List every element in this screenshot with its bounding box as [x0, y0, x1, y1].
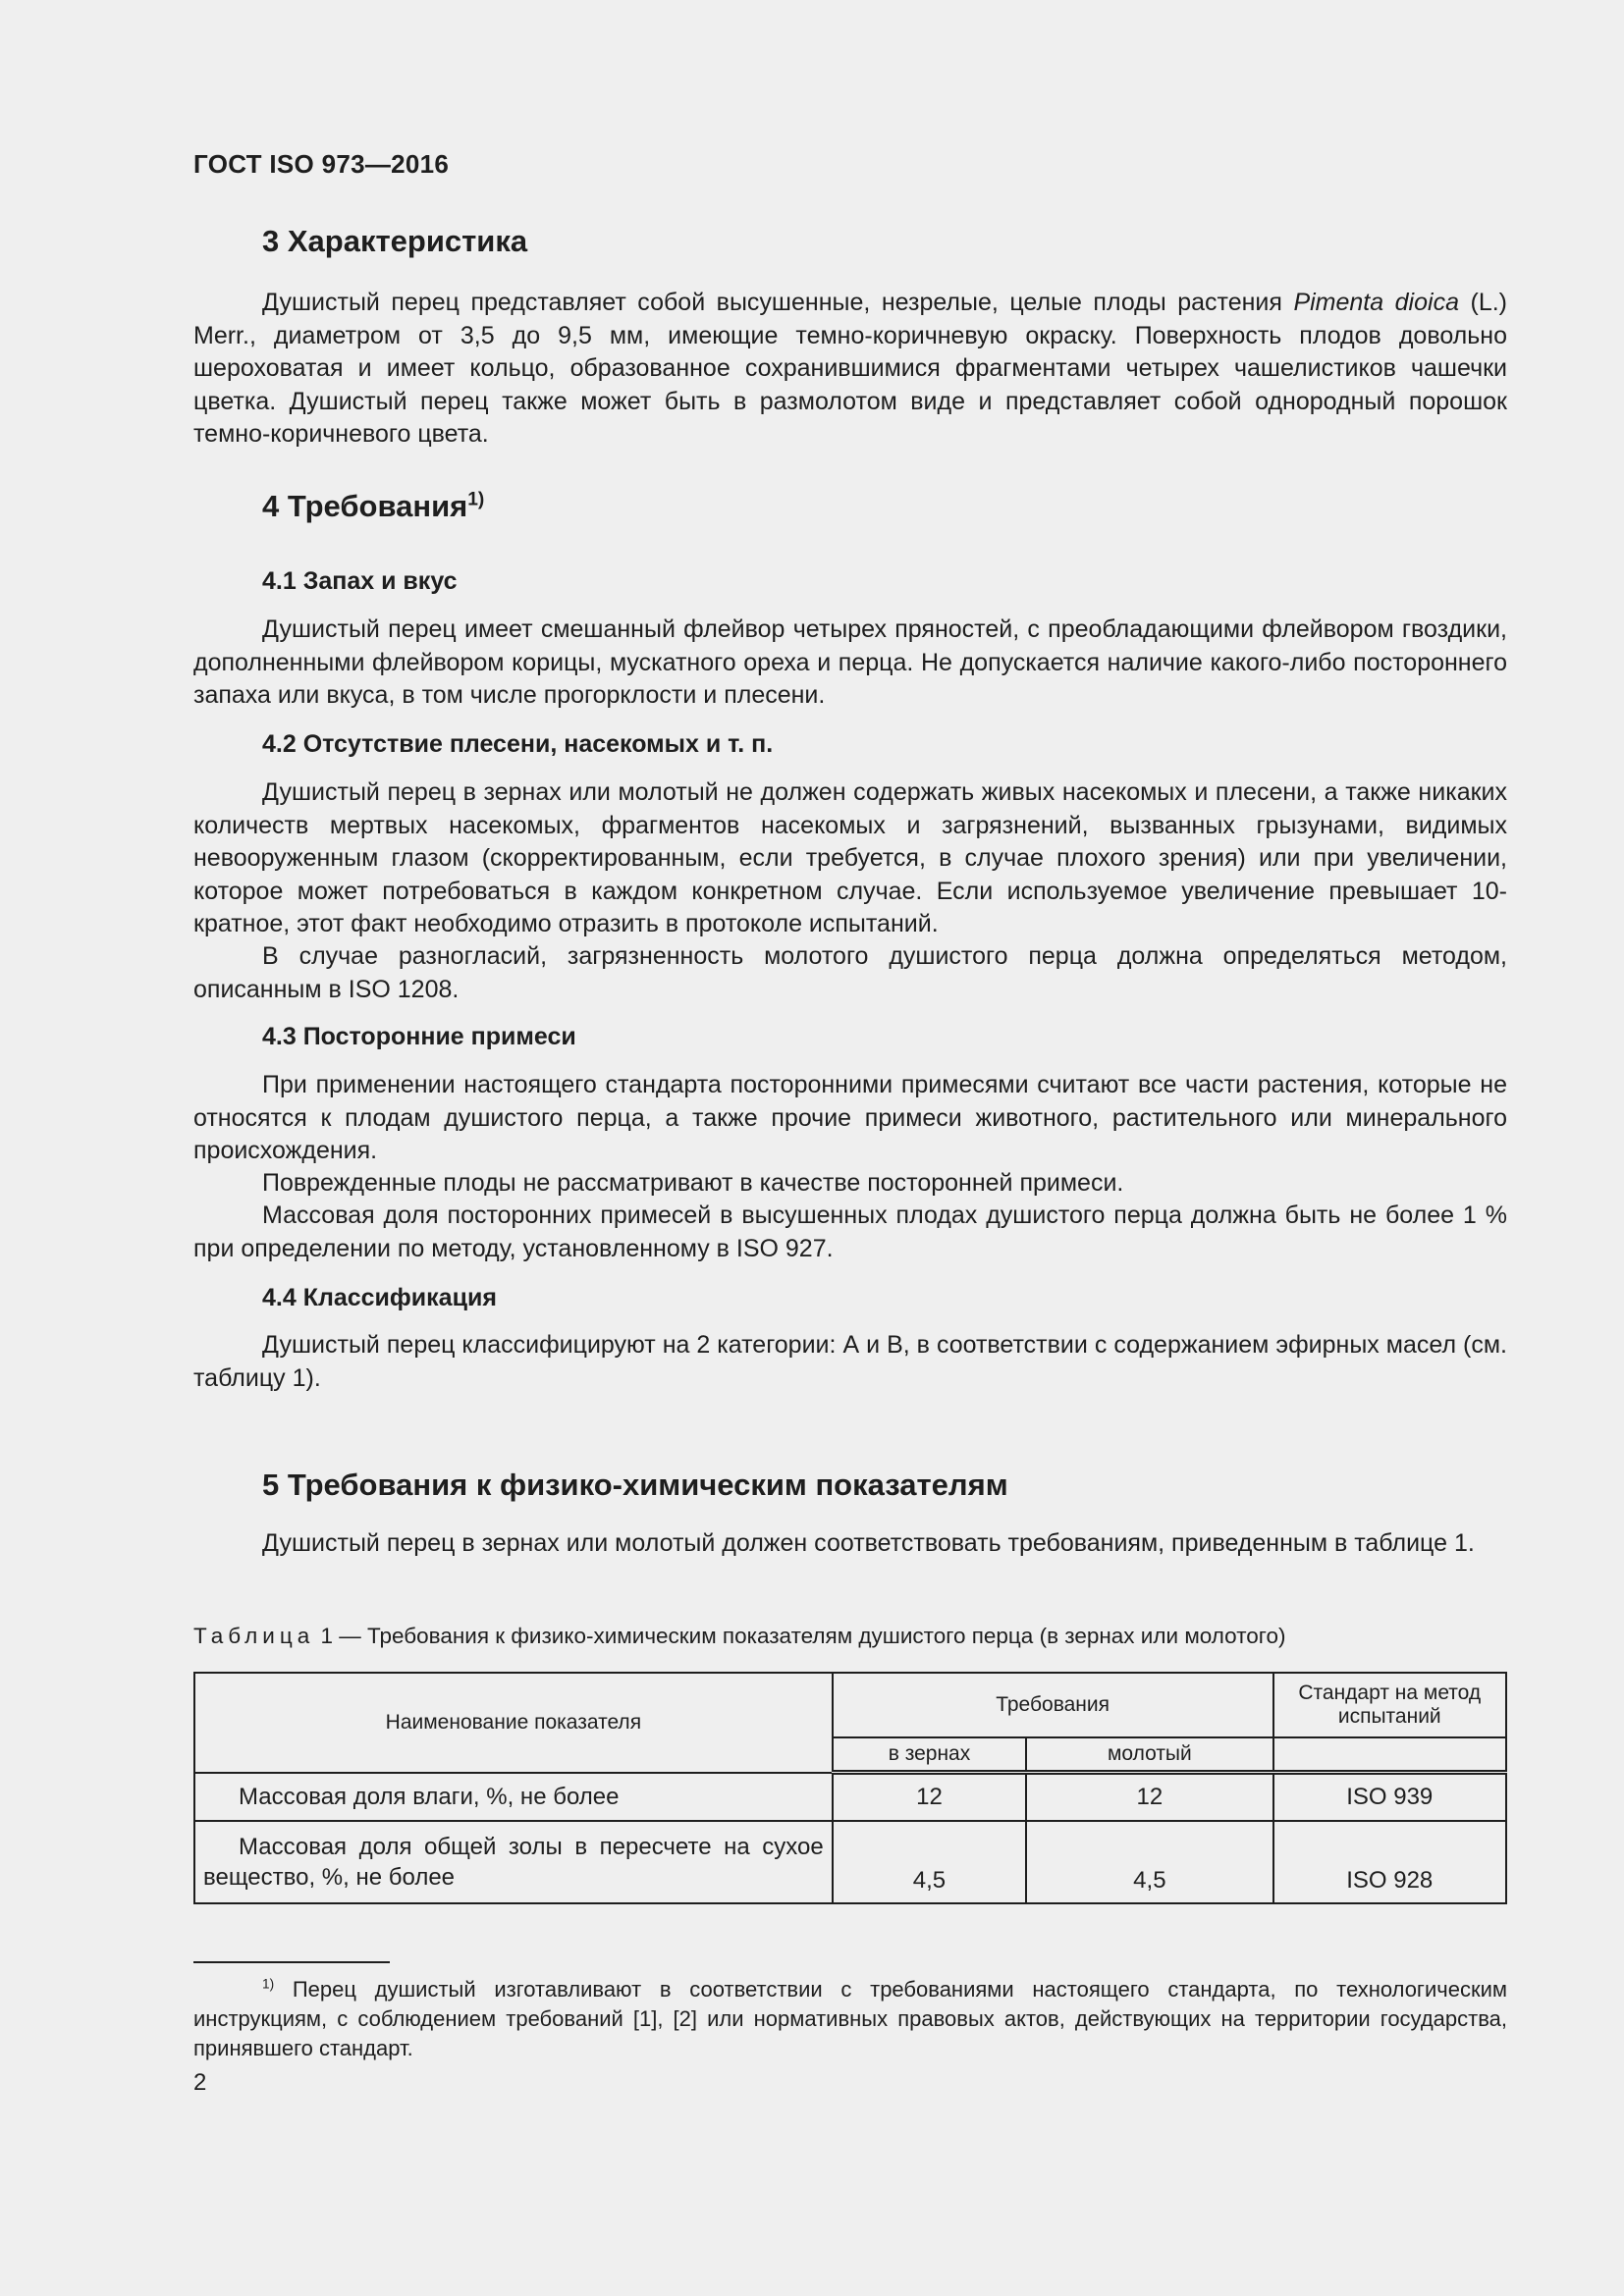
row-method: ISO 928 [1273, 1821, 1506, 1903]
row-name: Массовая доля влаги, %, не более [194, 1773, 833, 1822]
requirements-table [193, 1672, 1507, 1904]
footnote-ref: 1) [467, 489, 485, 510]
section-4-3-paragraph-1: При применении настоящего стандарта посторонними примесями считают все части растения, которые не относятся к плодам душистого перца, а также прочие примеси животного, растительного или минерального происхождения. [193, 1071, 1507, 1164]
section-4-heading: 4 Требования$^{1)}$ [262, 489, 485, 523]
footnote-divider [193, 1961, 390, 1963]
column-header-method-empty [1273, 1737, 1506, 1773]
section-4-3-paragraph-3: Массовая доля посторонних примесей в высушенных плодах душистого перца должна быть не более 1 % при определении по методу, установленному в ISO 927. [193, 1201, 1507, 1262]
document-code-header: ГОСТ ISO 973—2016 [193, 149, 450, 179]
row-value-ground: 4,5 [1026, 1821, 1272, 1903]
section-3-paragraph: Душистый перец представляет собой высушенные, незрелые, целые плоды растения Pimenta dioica (L.) Merr., диаметром от 3,5 до 9,5 мм, имеющие темно-коричневую окраску. Поверхность плодов довольно шероховатая и имеет кольцо, образованное сохранившимися фрагментами четырех чашелистиков чашечки цветка. Душистый перец также может быть в размолотом виде и представляет собой однородный порошок темно-коричневого цвета. [193, 289, 1507, 448]
table-caption: Таблица 1 — Требования к физико-химическим показателям душистого перца (в зернах или молотого) [193, 1624, 1286, 1648]
table-row [194, 1773, 1506, 1822]
section-4-4-heading: 4.4 Классификация [262, 1284, 497, 1311]
section-5-paragraph: Душистый перец в зернах или молотый должен соответствовать требованиям, приведенным в таблице 1. [262, 1529, 1475, 1557]
footnote: $^{1)}$ Перец душистый изготавливают в соответствии с требованиями настоящего стандарта, по технологическим инструкциям, с соблюдением требований [1], [2] или нормативных правовых актов, действующих на территории государства, принявшего стандарт. [193, 1976, 1507, 2060]
species-name: Pimenta dioica [1293, 289, 1459, 316]
section-3-heading: 3 Характеристика [262, 224, 528, 258]
row-value-whole: 12 [833, 1773, 1026, 1822]
table-row [194, 1821, 1506, 1903]
column-header-method: Стандарт на метод испытаний [1273, 1673, 1506, 1737]
footnote-mark: 1) [262, 1976, 275, 1992]
row-method: ISO 939 [1273, 1773, 1506, 1822]
section-4-1-paragraph: Душистый перец имеет смешанный флейвор четырех пряностей, с преобладающими флейвором гвоздики, дополненными флейвором корицы, мускатного ореха и перца. Не допускается наличие какого-либо постороннего запаха или вкуса, в том числе прогорклости и плесени. [193, 615, 1507, 709]
row-name: Массовая доля общей золы в пересчете на сухое вещество, %, не более [194, 1821, 833, 1903]
section-4-2-paragraph-1: Душистый перец в зернах или молотый не должен содержать живых насекомых и плесени, а также никаких количеств мертвых насекомых, фрагментов насекомых и загрязнений, вызванных грызунами, видимых невооруженным глазом (скорректированным, если требуется, в случае плохого зрения) или при увеличении, которое может потребоваться в каждом конкретном случае. Если используемое увеличение превышает 10-кратное, этот факт необходимо отразить в протоколе испытаний. [193, 778, 1507, 937]
section-5-heading: 5 Требования к физико-химическим показателям [262, 1468, 1008, 1502]
section-4-3-heading: 4.3 Посторонние примеси [262, 1023, 576, 1050]
column-header-ground: молотый [1026, 1737, 1272, 1773]
column-header-whole: в зернах [833, 1737, 1026, 1773]
section-4-4-paragraph: Душистый перец классифицируют на 2 категории: А и В, в соответствии с содержанием эфирных масел (см. таблицу 1). [193, 1331, 1507, 1392]
row-value-whole: 4,5 [833, 1821, 1026, 1903]
page-number: 2 [193, 2069, 207, 2096]
column-header-requirements: Требования [833, 1673, 1273, 1737]
row-value-ground: 12 [1026, 1773, 1272, 1822]
section-4-1-heading: 4.1 Запах и вкус [262, 567, 458, 595]
section-4-3-paragraph-2: Поврежденные плоды не рассматривают в качестве посторонней примеси. [262, 1169, 1124, 1197]
column-header-name: Наименование показателя [194, 1673, 833, 1773]
section-4-2-heading: 4.2 Отсутствие плесени, насекомых и т. п. [262, 730, 774, 758]
section-4-2-paragraph-2: В случае разногласий, загрязненность молотого душистого перца должна определяться методом, описанным в ISO 1208. [193, 942, 1507, 1003]
